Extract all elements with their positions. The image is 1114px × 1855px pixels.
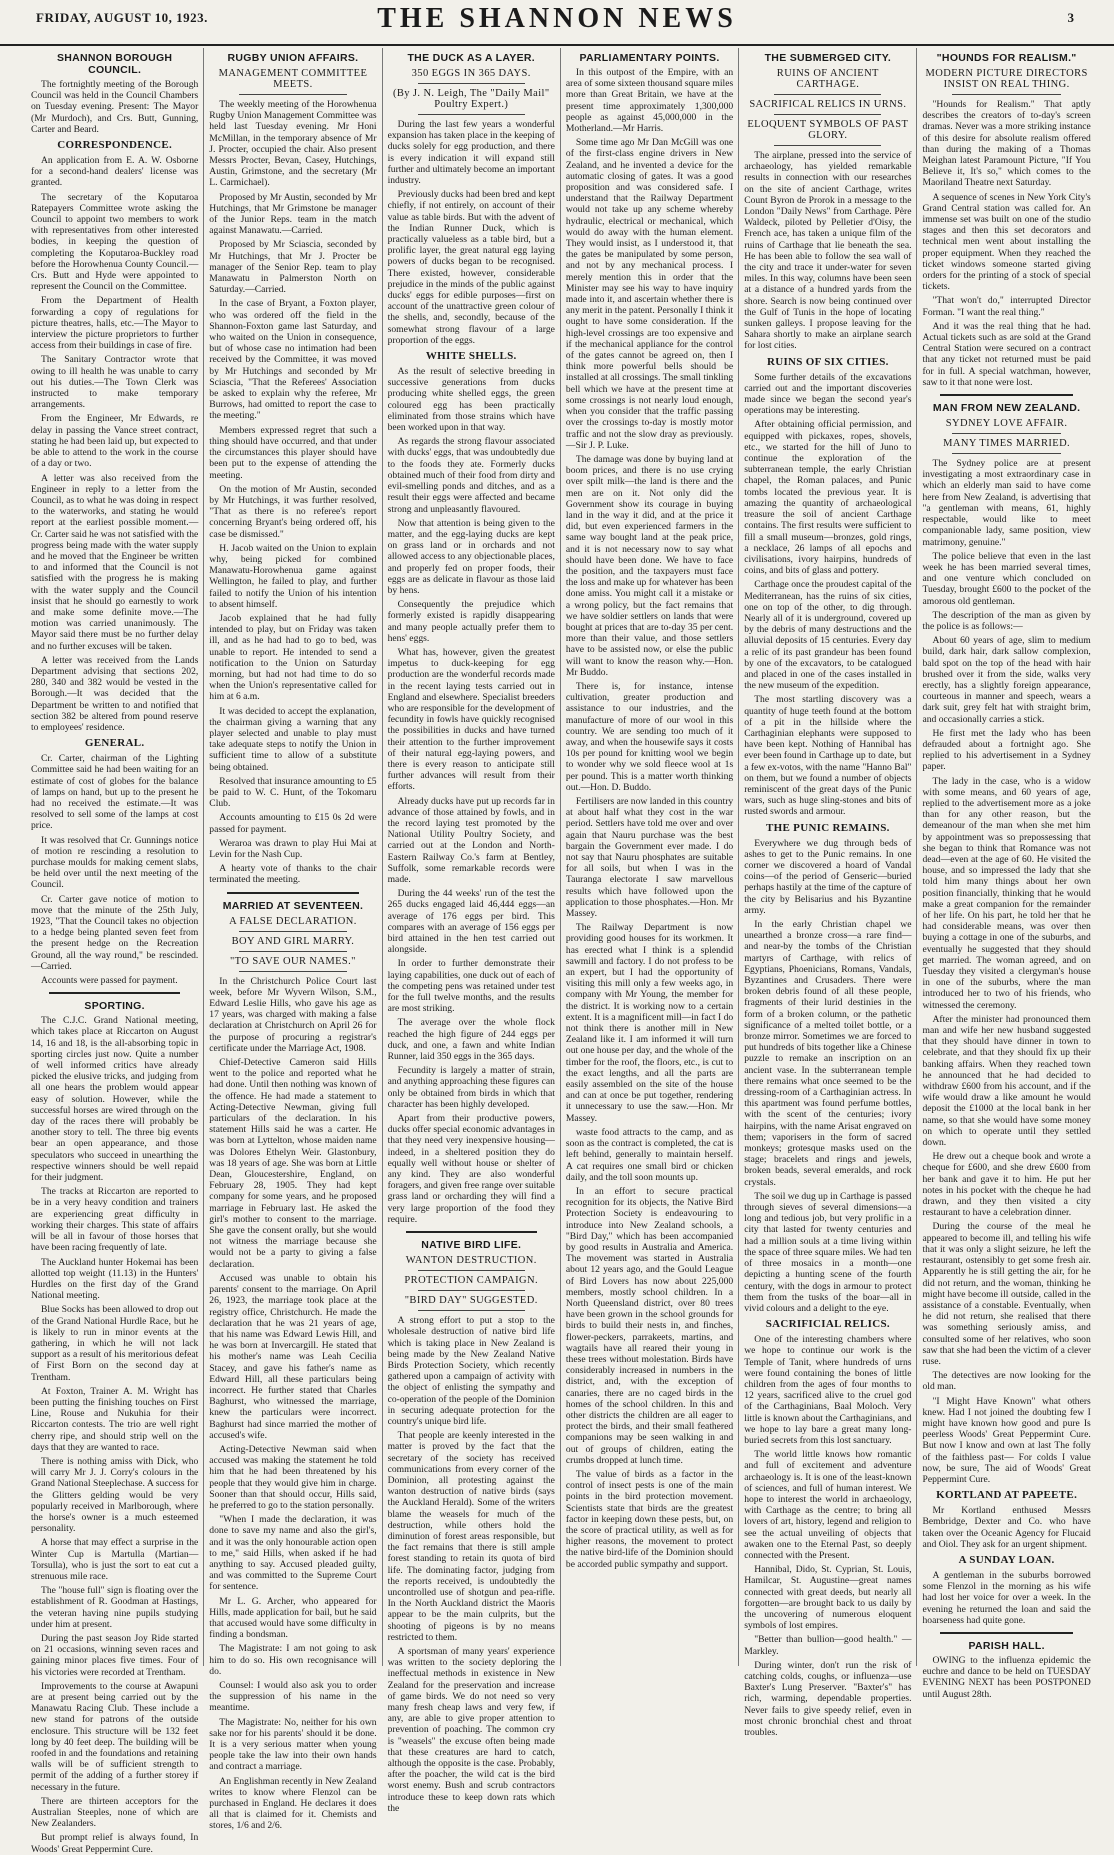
- article: [566, 52, 733, 1570]
- article-subheadline: RUINS OF ANCIENT CARTHAGE.: [776, 68, 879, 90]
- article-paragraph: "Better than bullion—good health." —Markley.: [744, 1634, 912, 1657]
- section-subheading: A SUNDAY LOAN.: [958, 1553, 1055, 1566]
- article-paragraph: The tracks at Riccarton are reported to be in a very heavy condition and trainers are experiencing great difficulty in working their charges. This state of affairs will be all in favour of those horses that have been racing frequently of late.: [31, 1186, 199, 1254]
- article-paragraph: Improvements to the course at Awapuni are at present being carried out by the Manawatu Racing Club. These include a new stand for patrons of the outside enclosure. This structure will be 132 feet long by 40 feet deep. The building will be roofed in and the foundations and retaining walls will be of sufficient strength to permit of the adding of a further storey if necessary in the future.: [31, 1680, 199, 1793]
- section-subheading: SACRIFICIAL RELICS.: [765, 1318, 890, 1331]
- article-paragraph: Proposed by Mr Austin, seconded by Mr Hutchings, that Mr Grimstone be manager of the Junior Reps. team in the match against Manawatu.—Carried.: [209, 191, 377, 237]
- article-paragraph: A strong effort to put a stop to the wholesale destruction of native bird life which is taking place in New Zealand is being made by the New Zealand Native Birds Protection Society, which recently gathered upon a campaign of activity with the object of enlisting the sympathy and co-operation of the people of the Dominion in securing adequate protection for the country's unique bird life.: [387, 1315, 555, 1427]
- subheadline-divider: [774, 94, 881, 95]
- article-paragraph: Accounts were passed for payment.: [41, 975, 178, 987]
- article-paragraph: Already ducks have put up records far in advance of those attained by fowls, and in the record laying test promoted by the National Utility Poultry Society, and carried out at the London and North-Eastern Railway Co.'s farm at Bentley, Suffolk, some remarkable records were made.: [387, 795, 555, 885]
- article-paragraph: The value of birds as a factor in the control of insect pests is one of the main points in the bird protection movement. Scientists state that birds are the greatest factor in keeping down these pests, but, on the score of practical utility, as well as for higher reasons, the movement to protect the native bird-life of the Dominion should be accorded public sympathy and support.: [565, 1468, 734, 1570]
- article-paragraph: It was resolved that Cr. Gunnings notice of motion re rescinding a resolution to purchase moulds for making cement slabs, be held over until the next meeting of the Council.: [31, 834, 199, 891]
- article-divider: [940, 1632, 1072, 1634]
- page-number: 3: [1067, 10, 1074, 25]
- article-divider: [227, 892, 358, 894]
- article: [922, 52, 1090, 388]
- article-paragraph: Everywhere we dug through beds of ashes to get to the Punic remains. In one corner we discovered a hoard of Vandal coins—of the period of Genseric—buried perhaps hastily at the time of the capture of the city by Belisarius and his Byzantine army.: [744, 837, 912, 916]
- subheadline-divider: [418, 1310, 525, 1311]
- article-paragraph: During the last few years a wonderful expansion has taken place in the keeping of ducks solely for egg production, and there is every indication it will expand still further and ultimately become an important industry.: [387, 119, 555, 187]
- article-paragraph: The airplane, pressed into the service of archaeology, has yielded remarkable results in connection with our researches on the site of ancient Carthage, writes Count Byron de Prorok in a message to the London "Daily News" from Carthage. Père Waldeck, piloted by Pelletier d'Oisy, the French ace, has taken a unique film of the ruins of Carthage that lie beneath the sea. He has been able to follow the sea wall of the city and trace it under-water for seven miles. In this way, columns have been seen at a distance of a hundred yards from the shore. Search is now being continued over the Gulf of Tunis in the hope of locating sunken galleys. I propose leaving for the Sahara shortly to make an airplane search for lost cities.: [744, 150, 912, 352]
- column-6: [917, 48, 1095, 1700]
- article-paragraph: In the Christchurch Police Court last week, before Mr Wyvern Wilson, S.M., Edward Leslie Hills, who gave his age as 17 years, was charged with making a false declaration at Christchurch on April 26 for the purpose of procuring a registrar's certificate under the Marriage Act, 1908.: [209, 975, 377, 1054]
- article-paragraph: From the Department of Health forwarding a copy of regulations for picture theatres, halls, etc.—The Mayor to interview the picture proprietors to further access from their buildings in case of fire.: [31, 295, 199, 352]
- article-paragraph: Cr. Carter gave notice of motion to move that the minute of the 25th July, 1923, "That the Council takes no objection to a hedge being planted seven feet from the present hedge on the Recreation Ground, all the way round," be rescinded.—Carried.: [31, 893, 199, 972]
- subheadline-divider: [774, 114, 881, 115]
- masthead: [0, 0, 1114, 46]
- article-paragraph: From the Engineer, Mr Edwards, re delay in passing the Vance street contract, stating he had been laid up, but expected to be able to attend to the work in the course of a day or two.: [31, 413, 199, 470]
- article-paragraph: Members expressed regret that such a thing should have occurred, and that under the circumstances this player should have been put to the expense of attending the meeting.: [209, 424, 377, 481]
- article-paragraph: In the case of Bryant, a Foxton player, who was ordered off the field in the Shannon-Foxton game last Saturday, and who waited on the Union in consequence, but of whose case no intimation had been received by the Committee, it was moved by Mr Hutchings and seconded by Mr Sciascia, "That the Referees' Association be asked to explain why the referee, Mr Burrows, had omitted to report the case to the meeting.": [209, 298, 377, 422]
- article-paragraph: About 60 years of age, slim to medium build, dark hair, dark sallow complexion, bald spot on the top of the head with hair brushed over it from the side, walks very erectly, has a slightly foreign appearance, courteous in manner and speech, wears a dark suit, grey felt hat with straight brim, and occasionally carries a stick.: [922, 635, 1091, 725]
- section-subheading: GENERAL.: [84, 737, 145, 750]
- column-2: [204, 48, 382, 1832]
- article-paragraph: In an effort to secure practical recognition for its objects, the Native Bird Protection Society is endeavouring to introduce into New Zealand schools, a "Bird Day," which has been accompanied by good results in Australia and America. The movement was started in Australia about 12 years ago, and the Gould League of Bird Lovers has now about 225,000 members, mostly school children. In a North Queensland district, over 80 trees have been grown in the school grounds for birds to build their nests in, and finches, flower-peckers, parrakeets, martins, and wagtails have all reared their young in these trees without molestation. Birds have considerably increased in numbers in the district, and, with the exception of canaries, there are no caged birds in the homes of the school children. In this and other districts the children are all eager to protect the birds, and their small feathered companions may be seen walking in and out of groups of children, eating the crumbs dropped at lunch time.: [565, 1185, 734, 1466]
- column-3: [383, 48, 561, 1814]
- article-paragraph: Chief-Detective Cameron said Hills went to the police and reported what he had done. Until then nothing was known of the offence. He had made a statement to Acting-Detective Newman, giving full particulars of the declaration. In his statement Hills said he was a carter. He was born at Lyttelton, whose maiden name was Dolores Ethelyn Weir. Glastonbury, was 18 years of age. She was born at Little Dean, Gloucestershire, England, on February 28, 1905. They had kept company for some years, and he proposed marriage in February last. He asked the girl's mother to consent to the marriage. She gave the consent orally, but she would not witness the marriage because she would not be a party to giving a false declaration.: [209, 1057, 377, 1270]
- article-headline: NATIVE BIRD LIFE.: [421, 1239, 522, 1252]
- article-paragraph: A letter was also received from the Engineer in reply to a letter from the Council, as to what he was doing in respect to the waterworks, and stating he would report at the earliest possible moment.—Cr. Carter said he was not satisfied with the progress being made with the water supply and he moved that the Engineer be written to and informed that the Council is not satisfied with the progress he is making with the water supply and the Council insist that he should go earnestly to work and make some definite move.—The motion was carried unanimously. The Mayor said there must be no further delay and no further excuses will be taken.: [31, 472, 199, 652]
- article-subheadline: MODERN PICTURE DIRECTORS INSIST ON REAL THING.: [925, 68, 1088, 90]
- article-paragraph: Some time ago Mr Dan McGill was one of the first-class engine drivers in New Zealand, and he invented a device for the automatic closing of gates. It was a good proposition and was considered safe. I understand that the Railway Department would not take up any scheme whereby hydraulic, electrical or mechanical, which would do away with the human element. They would insist, as I understood it, that the gates be manipulated by some person, and not by any mechanical process. I merely mention this in order that the Minister may see his way to have inquiry made into it, and ascertain whether there is any merit in the patent. Personally I think it ought to have some consideration. If the high-level crossings are too expensive and if the mechanical appliance for the control of the gates cannot be agreed on, then I think more powerful bells should be installed at all crossings. The small tinkling bell which we have at the present time at some crossings is not nearly loud enough, when you consider that the traffic passing over the crossings to-day is mostly motor traffic and not the slow dray as previously.—Sir J. P. Luke.: [565, 137, 734, 451]
- article-paragraph: A hearty vote of thanks to the chair terminated the meeting.: [209, 863, 377, 886]
- article-paragraph: After the minister had pronounced them man and wife her new husband suggested that they should have dinner in town to celebrate, and that they should fix up their banking affairs. When they reached town he announced that he had decided to withdraw £600 from his account, and if the wife would draw a like amount he would deposit the £1000 at the local bank in her name, so that she would have some money on which to operate until they settled down.: [922, 1013, 1091, 1149]
- article-subheadline: ELOQUENT SYMBOLS OF PAST GLORY.: [747, 119, 909, 141]
- article-paragraph: Resolved that insurance amounting to £5 be paid to W. C. Hunt, of the Tokomaru Club.: [209, 775, 377, 810]
- article: [31, 992, 198, 1855]
- article-paragraph: At Foxton, Trainer A. M. Wright has been putting the finishing touches on First Line, Rouse and Nukuhia for their Riccarton contests. The trio are well right cherry ripe, and should strip well on the days that they are wanted to race.: [31, 1385, 199, 1453]
- article-paragraph: A horse that may effect a surprise in the Winter Cup is Martulla (Martian—Torsulla), who is just the sort to eat cut a strenuous mile race.: [31, 1537, 199, 1582]
- subheadline-divider: [952, 453, 1060, 454]
- subheadline-divider: [774, 145, 881, 146]
- subheadline-divider: [952, 94, 1060, 95]
- article-subheadline: "TO SAVE OUR NAMES.": [230, 955, 356, 967]
- article-paragraph: Previously ducks had been bred and kept chiefly, if not entirely, on account of their value as table birds. But with the advent of the Indian Runner Duck, which is practically valueless as a table bird, but a prolific layer, the great natural egg laying powers of ducks began to be recognised. There existed, however, considerable prejudice in the minds of the public against ducks' eggs for edible purposes—first on account of the unattractive green colour of the shells, and, secondly, because of the somewhat strong flavour of a large proportion of the eggs.: [387, 189, 555, 346]
- article-paragraph: Now that attention is being given to the matter, and the egg-laying ducks are kept on grass land or in orchards and not allowed access to any objectionable places, and properly fed on proper foods, their eggs are as delicate in flavour as those laid by hens.: [387, 517, 555, 596]
- article-headline: MAN FROM NEW ZEALAND.: [932, 402, 1081, 415]
- article-paragraph: Counsel: I would also ask you to order the suppression of his name in the meantime.: [209, 1680, 377, 1714]
- article-paragraph: The fortnightly meeting of the Borough Council was held in the Council Chambers on Tuesday evening. Present: The Mayor (Mr Murdoch), and Crs. Butt, Gunning, Carter and Beard.: [31, 79, 199, 135]
- article-paragraph: As regards the strong flavour associated with ducks' eggs, that was undoubtedly due to the foods they ate. Formerly ducks obtained much of their food from dirty and evil-smelling ponds and ditches, and as a result their eggs were affected and became strong and unpleasantly flavoured.: [387, 436, 555, 515]
- article-paragraph: The police believe that even in the last week he has been married several times, and one venture which concluded on Tuesday, brought £600 to the pocket of the amorous old gentleman.: [922, 550, 1091, 607]
- article-paragraph: Weraroa was drawn to play Hui Mai at Levin for the Nash Cup.: [209, 837, 377, 860]
- article-paragraph: Blue Socks has been allowed to drop out of the Grand National Hurdle Race, but he is likely to run in minor events at the gathering, in which he will not lack support as a result of his meritorious defeat of First Born on the second day at Trentham.: [31, 1304, 199, 1383]
- article-headline: THE SUBMERGED CITY.: [764, 52, 892, 64]
- article-paragraph: "When I made the declaration, it was done to save my name and also the girl's, and it was the only honourable action open to me," said Hills, when asked if he had anything to say. Accused pleaded guilty, and was committed to the Supreme Court for sentence.: [209, 1514, 377, 1593]
- section-subheading: WHITE SHELLS.: [425, 350, 517, 363]
- article-subheadline: 350 EGGS IN 365 DAYS.: [411, 68, 531, 79]
- article: [209, 892, 376, 1832]
- article-headline: MARRIED AT SEVENTEEN.: [222, 899, 364, 912]
- article-paragraph: The soil we dug up in Carthage is passed through sieves of several dimensions—a long and tedious job, but very prolific in a city that lasted for twenty centuries and had a million souls at a time living within the space of three square miles. We had ten of three mosaics in a month—one depicting a hunting scene of the fourth century, with the dogs in armour to protect them from the tusks of the boar—all in vivid colours and a delight to the eye.: [744, 1190, 912, 1314]
- article: [922, 1632, 1090, 1700]
- article-paragraph: A sequence of scenes in New York City's Grand Central station was called for. An immense set was built on one of the studio stages and then this set decorators and technical men went about installing the proper equipment. When they reached the ticket windows someone started giving orders for the printing of a stock of special tickets.: [922, 191, 1091, 293]
- article-paragraph: In the early Christian chapel we unearthed a bronze cross—a rare find—and near-by the tombs of the Christian martyrs of Carthage, with relics of Egyptians, Phoenicians, Romans, Vandals, Byzantines and Crusaders. There were broken debris found of all these people, fragments of their lurid destinies in the form of a broken column, or the pathetic significance of a melted toilet bottle, or a bronze mirror. Sometimes we are forced to put hundreds of bits together like a Chinese puzzle to remake an inscription on an ancient vase. In the subterranean temple there remains what once seemed to be the dressing-room of a Carthaginian actress. In this apartment was found perfume bottles, with the scent of the centuries; ivory hairpins, with the name Arisat engraved on them; vaporisers in the form of sacred monkeys; grotesque masks used on the stage; bracelets and rings and jewels, broken beads, several emeralds, and rock crystals.: [744, 919, 912, 1188]
- section-subheading: KORTLAND AT PAPEETE.: [936, 1489, 1078, 1502]
- article-paragraph: That people are keenly interested in the matter is proved by the fact that the secretary of the society has received communications from every corner of the Dominion, all protesting against the wanton destruction of native birds (says the Auckland Herald). Some of the writers blame the weasels for much of the destruction, while others hold the diminution of forest areas responsible, but the fact remains that there is still ample forest standing to retain its quota of bird life. The dominating factor, judging from the reports received, is undoubtedly the uncontrolled use of shotgun and pea-rifle. In the North Auckland district the Maoris appear to be the main culprits, but the shooting of pigeons is by no means restricted to them.: [387, 1430, 555, 1643]
- column-5: [739, 48, 917, 1739]
- subheadline-divider: [418, 1270, 525, 1271]
- subheadline-divider: [418, 114, 525, 115]
- article-paragraph: It was decided to accept the explanation, the chairman giving a warning that any player selected and unable to play must take adequate steps to notify the Union in sufficient time to allow of a substitute being obtained.: [209, 705, 377, 773]
- article-paragraph: Carthage once the proudest capital of the Mediterranean, has the ruins of six cities, one on top of the other, to dig through. Nearly all of it is underground, covered up by the debris of many destructions and the alluvial deposits of 15 centuries. Every day a relic of its past grandeur has been found by one of the excavators, to be catalogued and placed in one of the cases installed in the new museum of the expedition.: [744, 579, 912, 692]
- article-paragraph: The "house full" sign is floating over the establishment of R. Goodman at Hastings, the veteran having nine pupils studying under him at present.: [31, 1585, 199, 1630]
- article: [388, 1231, 555, 1814]
- article-paragraph: Fertilisers are now landed in this country at about half what they cost in the war period. Settlers have told me over and over again that Nauru purchase was the best bargain the Government ever made. I do not say that Nauru phosphates are suitable for all soils, but when I was in the Tauranga electorate I saw marvellous results which have followed upon the application to those phosphates.—Hon. Mr Massey.: [565, 796, 734, 920]
- article-divider: [49, 992, 180, 994]
- article-paragraph: During winter, don't run the risk of catching colds, coughs, or influenza—use Baxter's Lung Preserver. "Baxter's" has rich, warming, dependable properties. Never fails to give speedy relief, even in most chronic bronchial chest and throat troubles.: [744, 1659, 912, 1739]
- article-divider: [940, 394, 1072, 396]
- article-paragraph: During the course of the meal he appeared to become ill, and telling his wife that it was only a slight seizure, he left the restaurant, ostensibly to get some fresh air. Apparently he is still getting the air, for he did not return, and the woman, thinking he might have become ill outside, called in the assistance of a constable. Eventually, when he did not return, she realised that there was something seriously amiss, and consulted some of her relatives, who soon saw that she had been the victim of a clever ruse.: [922, 1221, 1091, 1367]
- article: [922, 394, 1090, 1626]
- article-paragraph: Consequently the prejudice which formerly existed is rapidly disappearing and many people actually prefer them to hens' eggs.: [387, 599, 555, 644]
- subheadline-divider: [239, 971, 346, 972]
- article-paragraph: The description of the man as given by the police is as follows:—: [922, 609, 1091, 632]
- article-subheadline: SACRIFICAL RELICS IN URNS.: [749, 99, 907, 110]
- article-paragraph: There is nothing amiss with Dick, who will carry Mr J. J. Corry's colours in the Grand National Steeplechase. A success for the Glitters gelding would be very popularly received in Marlborough, where the horse's owner is a much esteemed personality.: [31, 1455, 199, 1535]
- article: [388, 52, 555, 1225]
- article-paragraph: Accounts amounting to £15 0s 2d were passed for payment.: [209, 812, 377, 835]
- article-paragraph: One of the interesting chambers where we hope to continue our work is the Temple of Tanit, where hundreds of urns were found containing the bones of little children from the ages of four months to 12 years, sacrificed alive to the cruel god of the Carthaginians, Baal Moloch. Very little is known about the Carthaginians, and we hope to lay bare a great many long-buried secrets from this lost sanctuary.: [744, 1334, 912, 1446]
- article-paragraph: An Englishman recently in New Zealand writes to know where Flenzol can be purchased in England. He declares it does all that is claimed for it. Chemists and stores, 1/6 and 2/6.: [209, 1775, 377, 1832]
- subheadline-divider: [418, 83, 525, 84]
- article-paragraph: H. Jacob waited on the Union to explain why, being picked for combined Manawatu-Horowhenua game against Wellington, he failed to play, and further failed to notify the Union of his intention to absent himself.: [209, 542, 377, 610]
- article: [31, 52, 198, 986]
- article-paragraph: OWING to the influenza epidemic the euchre and dance to be held on TUESDAY EVENING NEXT has been POSTPONED until August 28th.: [922, 1654, 1091, 1700]
- article-paragraph: Hannibal, Dido, St. Cyprian, St. Louis, Hamilcar, St. Augustine—great names connected with great deeds, but nearly all forgotten—are brought back to us daily by the uncovering of numerous eloquent symbols of lost empires.: [744, 1564, 912, 1632]
- article-headline: SPORTING.: [84, 1000, 145, 1013]
- article-subheadline: MANAGEMENT COMMITTEE MEETS.: [218, 68, 368, 90]
- article-paragraph: The Sanitary Contractor wrote that owing to ill health he was unable to carry out his duties.—The Town Clerk was instructed to make temporary arrangements.: [31, 354, 199, 411]
- article-paragraph: The Magistrate: I am not going to ask him to do so. His own recognisance will do.: [209, 1643, 377, 1677]
- column-4: [561, 48, 739, 1666]
- article-paragraph: "Hounds for Realism." That aptly describes the creators of to-day's screen dramas. Never was a more striking instance of this desire for absolute realism offered than during the making of a Thomas Meighan latest Paramount Picture, "If You Believe it, It's so," which comes to the Maoriland Theatre next Saturday.: [922, 99, 1091, 189]
- article-headline: PARISH HALL.: [968, 1639, 1045, 1652]
- article-headline: SHANNON BOROUGH COUNCIL.: [56, 52, 173, 76]
- article-paragraph: The damage was done by buying land at boom prices, and there is no use crying over spilt milk—the land is there and the men are on it. Not only did the Government show its courage in buying land in the way it did, and at the price it did, but even experienced farmers in the same way bought land at the peak price, and it is not necessary now to say what should have been done. We have to face the position, and the taxpayers must face the loss and make up for whatever has been done amiss. You might call it a mistake or a wrong policy, but the fact remains that we have soldier settlers on lands that were bought at prices that are to-day 35 per cent. more than their value, and those settlers have to be assisted now, or else the public will want to know the reason why.—Hon. Mr Buddo.: [565, 453, 734, 678]
- article-paragraph: Apart from their productive powers, ducks offer special economic advantages in that they need very inexpensive housing—indeed, in a sheltered position they do equally well without house or shelter of any kind. They are also wonderful foragers, and given free range over suitable grass land or orcharding they will find a very large proportion of the food they require.: [387, 1113, 555, 1225]
- article-paragraph: Fecundity is largely a matter of strain, and anything approaching these figures can only be obtained from birds in which that character has been highly developed.: [387, 1065, 555, 1110]
- article-paragraph: "I Might Have Known" what others knew. Had I not joined the doubting few I might have known how good and pure Is peerless Woods' Great Peppermint Cure. But now I know and own at last The folly of the faithless past— For colds I value now, be sure, The aid of Woods' Great Peppermint Cure.: [922, 1395, 1091, 1485]
- article-paragraph: The Railway Department is now providing good houses for its workmen. It has erected what I think is a splendid sawmill and factory. I do not profess to be an expert, but I had the opportunity of visiting this mill only a few weeks ago, in company with Mr Young, the member for the district. It is working now to a certain extent. It is a magnificent mill—in fact I do not think there is another mill in New Zealand like it. I am informed it will turn out one house per day, and the whole of the timber for the roof, the floors, etc., is cut to the exact lengths, and all the parts are easily assembled on the site of the house and can at once be put together, rendering it unnecessary to use the saw.—Hon. Mr Massey.: [565, 922, 734, 1124]
- article-paragraph: During the past season Joy Ride started on 21 occasions, winning seven races and gaining minor places five times. Four of his victories were recorded at Trentham.: [31, 1633, 199, 1678]
- subheadline-divider: [952, 433, 1060, 434]
- article-paragraph: A sportsman of many years' experience was written to the society deploring the ineffectual methods in existence in New Zealand for the preservation and increase of game birds. We do not need so very many fresh cheap laws and very few, if any, are able to give proper attention to prevention of poaching. The common cry is "weasels" the excuse often being made that these creatures are hard to catch, although the opposite is the case. Probably, after the poacher, the wild cat is the bird worst enemy. Bush and scrub contractors introduce these to keep down rats which the: [387, 1645, 555, 1814]
- article-paragraph: Some further details of the excavations carried out and the important discoveries made since we began the second year's operations may be interesting.: [744, 371, 912, 417]
- newspaper-title: THE SHANNON NEWS: [377, 3, 737, 34]
- article-paragraph: The world little knows how romantic and full of excitement and adventure archaeology is. It is one of the least-known of sciences, and full of human interest. We hope to interest the world in archaeology, with Carthage as the centre; to bring all lovers of art, history, legend and religion to see the actual unveiling of objects that awaken one to the Eternal Past, so deeply connected with the Present.: [744, 1449, 912, 1561]
- article-paragraph: The average over the whole flock reached the high figure of 244 eggs per duck, and one, a fawn and white Indian Runner, laid 350 eggs in the 365 days.: [387, 1017, 555, 1063]
- article-subheadline: BOY AND GIRL MARRY.: [231, 935, 355, 947]
- article-paragraph: During the 44 weeks' run of the test the 265 ducks engaged laid 46,444 eggs—an average of 176 eggs per bird. This compares with an average of 156 eggs per bird attained in the hen test carried out alongside.: [387, 888, 555, 956]
- article-paragraph: There is, for instance, intense cultivation, greater production and assistance to our industries, and the manufacture of more of our wool in this country. We are sending too much of it away, and when the housewife says it costs 10s per pound for knitting wool we begin to wonder why we sold fleece wool at 1s per pound. This is a matter worth thinking out.—Hon. D. Buddo.: [565, 680, 734, 793]
- article-paragraph: The weekly meeting of the Horowhenua Rugby Union Management Committee was held last Tuesday evening. Mr Honi McMillan, in the temporary absence of Mr J. Procter, occupied the chair. Also present Messrs Procter, Bevan, Casey, Hutchings, Austin, Grimstone, and the secretary (Mr L. Carmichael).: [209, 99, 377, 189]
- article-paragraph: As the result of selective breeding in successive generations from ducks producing white shelled eggs, the green coloured egg has been practically eliminated from those strains which have been worked upon in that way.: [387, 366, 555, 434]
- article-paragraph: The Sydney police are at present investigating a most extraordinary case in which an elderly man said to have come here from New Zealand, is advertising that "a gentleman with means, 61, highly respectable, would like to meet companionable lady, same position, view matrimony, genuine.": [922, 458, 1091, 548]
- article-subheadline: "BIRD DAY" SUGGESTED.: [404, 1295, 538, 1307]
- article-paragraph: The lady in the case, who is a widow with some means, and 60 years of age, replied to the advertisement more as a joke than for any other reason, but the demeanour of the man when she met him by appointment was so prepossessing that she began to think that Romance was not dead—even at the age of 60. He visited the house, and so impressed the lady that she told him many things about her own position financially, thinking that he would make a great companion for the remainder of her life. On his part, he told her that he had considerable means, was over then buying a cottage in one of the suburbs, and eventually he suggested that they should get married. The woman agreed, and on Tuesday they visited a clergyman's house in one of the suburbs, where the man introduced her to two of his friends, who witnessed the ceremony.: [922, 775, 1091, 1011]
- article-headline: "HOUNDS FOR REALISM.": [936, 52, 1077, 64]
- column-1: [26, 48, 204, 1855]
- article-paragraph: There are thirteen acceptors for the Australian Steeples, none of which are New Zealanders.: [31, 1795, 199, 1830]
- issue-date: FRIDAY, AUGUST 10, 1923.: [36, 10, 208, 25]
- article-paragraph: The Auckland hunter Hokemai has been allotted top weight (11.13) in the Hunters' Hurdles on the first day of the Grand National meeting.: [31, 1256, 199, 1302]
- article-paragraph: Jacob explained that he had fully intended to play, but on Friday was taken ill, and as he had had to go to bed, was unable to report. He intended to send a notification to the Union on Saturday morning, but had not had time to do so when the Union's representative called for him at 6 a.m.: [209, 612, 377, 703]
- article-paragraph: Cr. Carter, chairman of the Lighting Committee said he had been waiting for an estimate of cost of globes for the balance of lamps on hand, but up to the present he had no received the estimate.—It was resolved to sell some of the lamps at cost price.: [31, 753, 199, 832]
- article-paragraph: After obtaining official permission, and equipped with pickaxes, ropes, shovels, etc., we started for the hill of Juno to continue the exploration of the subterranean temple, the early Christian chapel, the Roman palaces, and Punic tombs located the previous year. It is amazing the quantity of archaeological treasure the soil of ancient Carthage contains. The first results were sufficient to fill a small museum—bronzes, gold rings, a necklace, 26 lamps of all epochs and civilisations, ivory hairpins, hundreds of coins, and bits of glass and pottery.: [744, 419, 912, 577]
- section-subheading: THE PUNIC REMAINS.: [766, 821, 890, 834]
- article-paragraph: The C.J.C. Grand National meeting, which takes place at Riccarton on August 14, 16 and 18, is the all-absorbing topic in sporting circles just now. Quite a number of well informed critics have already picked the elusive tricks, and judging from all one hears the problem would appear easy of solution. However, while the successful horses are wired through on the day of the races there will probably be another story to tell. The three big events bear an open appearance, and those speculators who succeed in unearthing the respective winners should be well repaid for their judgment.: [31, 1015, 199, 1184]
- article-paragraph: "That won't do," interrupted Director Forman. "I want the real thing.": [922, 295, 1091, 318]
- article-paragraph: In order to further demonstrate their laying capabilities, one duck out of each of the competing pens was retained under test for the full twelve months, and the results are most striking.: [387, 958, 555, 1015]
- article-paragraph: And it was the real thing that he had. Actual tickets such as are sold at the Grand Central Station were secured on a contract that any ticket not returned must be paid for in full. A special watchman, however, saw to it that none were lost.: [922, 320, 1091, 388]
- article-subheadline: (By J. N. Leigh, The "Daily Mail" Poultry Expert.): [392, 88, 550, 110]
- article-paragraph: On the motion of Mr Austin, seconded by Mr Hutchings, it was further resolved, "That as there is no referee's report concerning Bryant's being ordered off, his case be dismissed.": [209, 483, 377, 540]
- article: [744, 52, 911, 1738]
- article-paragraph: The most startling discovery was a quantity of huge teeth found at the bottom of a pit in the hillside where the Carthaginian elephants were supposed to have been kept. Nothing of Hannibal has ever been found in Carthage up to date, but a few ex-votos, with the name "Hanno Bal" on them, but we found a number of objects reminiscent of the great days of the Punic wars, such as huge sling-stones and bits of rusted swords and armour.: [744, 694, 912, 818]
- subheadline-divider: [239, 931, 346, 932]
- article-paragraph: He first met the lady who has been defrauded about a fortnight ago. She replied to his advertisement in a Sydney paper.: [922, 727, 1091, 773]
- article-paragraph: waste food attracts to the camp, and as soon as the contract is completed, the cat is left behind, generally to maintain herself. A cat requires one small bird or chicken daily, and the toll soon mounts up.: [565, 1126, 734, 1183]
- section-subheading: CORRESPONDENCE.: [57, 139, 173, 152]
- article-subheadline: WANTON DESTRUCTION.: [405, 1255, 537, 1267]
- article-paragraph: An application from E. A. W. Osborne for a second-hand dealers' license was granted.: [31, 155, 199, 189]
- article-paragraph: In this outpost of the Empire, with an area of some sixteen thousand square miles more than Great Britain, we have at the present time approximately 1,300,000 people as against 45,000,000 in the Motherland.—Mr Harris.: [565, 67, 734, 135]
- columns-container: [26, 48, 1096, 1855]
- section-subheading: RUINS OF SIX CITIES.: [766, 355, 889, 368]
- article-subheadline: PROTECTION CAMPAIGN.: [404, 1275, 539, 1287]
- article-paragraph: A gentleman in the suburbs borrowed some Flenzol in the morning as his wife had lost her voice for over a week. In the evening he returned the loan and said the hoarseness had quite gone.: [922, 1569, 1091, 1626]
- article-paragraph: Mr L. G. Archer, who appeared for Hills, made application for bail, but he said that accused would have some difficulty in finding a bondsman.: [209, 1595, 377, 1641]
- article-paragraph: The secretary of the Koputaroa Ratepayers Committee wrote asking the Council to appoint two members to work with representatives from other interested bodies, in keeping the question of completing the Koputaroa-Buckley road before the Horowhenua County Council.—Crs. Butt and Hyde were appointed to represent the Council on the Committee.: [31, 191, 199, 293]
- article-headline: RUGBY UNION AFFAIRS.: [227, 52, 359, 64]
- article-subheadline: MANY TIMES MARRIED.: [943, 438, 1071, 450]
- article-paragraph: Mr Kortland enthused Messrs Bembridge, Dexter and Co. who have taken over the Oceanic Agency for Flucaid and Oiol. They ask for an urgent shipment.: [922, 1505, 1091, 1550]
- article-headline: PARLIAMENTARY POINTS.: [579, 52, 720, 64]
- article-headline: THE DUCK AS A LAYER.: [407, 52, 536, 64]
- article-paragraph: A letter was received from the Lands Department advising that sections 202, 280, 340 and 382 would be vested in the Borough.—It was decided that the Department be written to and notified that section 382 be altered from pound reserve to employees' residence.: [31, 654, 199, 733]
- article-paragraph: Accused was unable to obtain his parents' consent to the marriage. On April 26, 1923, the marriage took place at the registry office, Christchurch. He made the declaration that he was 21 years of age, that his name was Edward Lewis Hill, and he was born at Invercargill. He stated that his mother's name was Leah Cecilia Stacey, and gave his father's name as Edward Hill, all these particulars being incorrect. He further stated that Charles Baghurst, who witnessed the marriage, knew the particulars were incorrect. Baghurst had since married the mother of accused's wife.: [209, 1272, 377, 1441]
- article-subheadline: A FALSE DECLARATION.: [229, 915, 357, 927]
- article-paragraph: Acting-Detective Newman said when accused was making the statement he told him that he had been threatened by his people that they would give him in charge. Sooner than that should occur, Hills said, he preferred to go to the station personally.: [209, 1443, 377, 1511]
- article-divider: [406, 1231, 537, 1233]
- article-paragraph: He drew out a cheque book and wrote a cheque for £600, and she drew £600 from her bank and gave it to him. He put her notes in his pocket with the cheque he had drawn, and they then visited a city restaurant to have a celebration dinner.: [922, 1151, 1091, 1219]
- article: [209, 52, 376, 886]
- subheadline-divider: [418, 1290, 525, 1291]
- subheadline-divider: [239, 94, 346, 95]
- article-paragraph: But prompt relief is always found, In Woods' Great Peppermint Cure.: [31, 1832, 199, 1855]
- article-paragraph: Proposed by Mr Sciascia, seconded by Mr Hutchings, that Mr J. Procter be manager of the Senior Rep. team to play Manawatu in Palmerston North on Saturday.—Carried.: [209, 239, 377, 296]
- subheadline-divider: [239, 951, 346, 952]
- article-paragraph: The detectives are now looking for the old man.: [922, 1370, 1091, 1393]
- article-paragraph: The Magistrate: No, neither for his own sake nor for his parents' should it be done. It is a very serious matter when young people take the law into their own hands and contract a marriage.: [209, 1716, 377, 1773]
- article-paragraph: What has, however, given the greatest impetus to duck-keeping for egg production are the wonderful records made in the recent laying tests carried out in England and elsewhere. Specialist breeders who are responsible for the development of fecundity in fowls have quickly recognised the possibilities in ducks and have turned their attention to the further improvement of their natural egg-laying powers, and there is every reason to anticipate still further advances will result from their efforts.: [387, 646, 555, 793]
- article-subheadline: SYDNEY LOVE AFFAIR.: [945, 418, 1068, 430]
